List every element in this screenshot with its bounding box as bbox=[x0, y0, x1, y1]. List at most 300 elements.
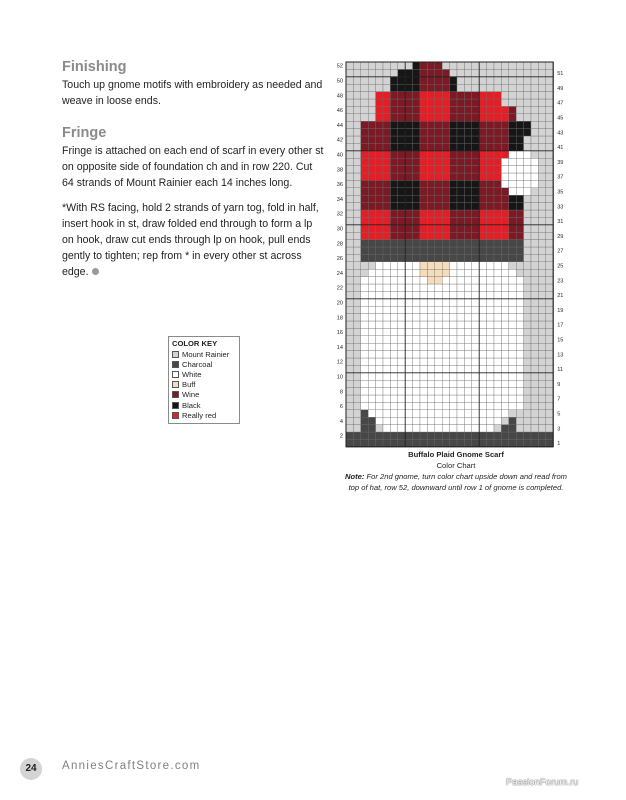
chart-cell bbox=[427, 151, 434, 158]
chart-cell bbox=[494, 84, 501, 91]
chart-cell bbox=[427, 129, 434, 136]
chart-cell bbox=[427, 343, 434, 350]
chart-cell bbox=[509, 129, 516, 136]
chart-cell bbox=[479, 343, 486, 350]
chart-cell bbox=[390, 425, 397, 432]
chart-cell bbox=[383, 410, 390, 417]
chart-cell bbox=[346, 343, 353, 350]
chart-cell bbox=[531, 62, 538, 69]
chart-cell bbox=[464, 277, 471, 284]
chart-cell bbox=[501, 166, 508, 173]
chart-cell bbox=[353, 77, 360, 84]
chart-cell bbox=[346, 417, 353, 424]
row-label-right: 41 bbox=[557, 145, 564, 152]
chart-cell bbox=[398, 373, 405, 380]
chart-cell bbox=[516, 136, 523, 143]
chart-cell bbox=[413, 277, 420, 284]
chart-cell bbox=[361, 84, 368, 91]
chart-cell bbox=[420, 417, 427, 424]
chart-cell bbox=[442, 388, 449, 395]
chart-cell bbox=[413, 306, 420, 313]
chart-cell bbox=[538, 180, 545, 187]
chart-cell bbox=[457, 277, 464, 284]
chart-cell bbox=[413, 343, 420, 350]
chart-cell bbox=[531, 69, 538, 76]
chart-cell bbox=[398, 69, 405, 76]
color-swatch bbox=[172, 351, 179, 358]
chart-cell bbox=[398, 425, 405, 432]
chart-cell bbox=[472, 225, 479, 232]
chart-cell bbox=[516, 210, 523, 217]
chart-cell bbox=[427, 299, 434, 306]
chart-cell bbox=[435, 151, 442, 158]
chart-cell bbox=[398, 365, 405, 372]
chart-cell bbox=[487, 173, 494, 180]
chart-cell bbox=[450, 92, 457, 99]
chart-cell bbox=[524, 388, 531, 395]
chart-cell bbox=[546, 143, 553, 150]
chart-cell bbox=[472, 314, 479, 321]
chart-cell bbox=[472, 77, 479, 84]
chart-cell bbox=[450, 129, 457, 136]
chart-cell bbox=[524, 291, 531, 298]
chart-cell bbox=[368, 106, 375, 113]
chart-cell bbox=[472, 62, 479, 69]
row-label-right: 31 bbox=[557, 219, 564, 226]
chart-cell bbox=[427, 277, 434, 284]
chart-cell bbox=[390, 136, 397, 143]
row-label-right: 51 bbox=[557, 71, 564, 78]
chart-cell bbox=[413, 69, 420, 76]
chart-cell bbox=[361, 432, 368, 439]
chart-cell bbox=[546, 321, 553, 328]
chart-cell bbox=[487, 395, 494, 402]
chart-cell bbox=[501, 343, 508, 350]
chart-cell bbox=[457, 388, 464, 395]
chart-cell bbox=[420, 262, 427, 269]
row-label-left: 26 bbox=[336, 256, 343, 263]
chart-cell bbox=[376, 247, 383, 254]
chart-cell bbox=[442, 425, 449, 432]
chart-cell bbox=[405, 99, 412, 106]
row-label-left: 8 bbox=[339, 389, 343, 396]
chart-cell bbox=[457, 328, 464, 335]
chart-cell bbox=[383, 92, 390, 99]
chart-cell bbox=[368, 262, 375, 269]
chart-cell bbox=[361, 284, 368, 291]
chart-cell bbox=[420, 395, 427, 402]
chart-cell bbox=[524, 284, 531, 291]
chart-cell bbox=[524, 247, 531, 254]
chart-cell bbox=[405, 77, 412, 84]
chart-cell bbox=[531, 173, 538, 180]
chart-cell bbox=[376, 321, 383, 328]
chart-cell bbox=[464, 217, 471, 224]
chart-cell bbox=[479, 321, 486, 328]
chart-cell bbox=[413, 291, 420, 298]
chart-cell bbox=[457, 173, 464, 180]
chart-cell bbox=[346, 166, 353, 173]
fringe-heading: Fringe bbox=[62, 125, 107, 141]
chart-cell bbox=[516, 425, 523, 432]
chart-cell bbox=[390, 195, 397, 202]
chart-cell bbox=[501, 277, 508, 284]
chart-cell bbox=[346, 195, 353, 202]
chart-cell bbox=[376, 77, 383, 84]
chart-cell bbox=[538, 225, 545, 232]
chart-cell bbox=[524, 277, 531, 284]
chart-cell bbox=[353, 62, 360, 69]
row-label-right: 5 bbox=[557, 411, 561, 418]
row-label-left: 48 bbox=[336, 93, 343, 100]
chart-cell bbox=[353, 306, 360, 313]
chart-cell bbox=[546, 380, 553, 387]
chart-cell bbox=[368, 217, 375, 224]
chart-cell bbox=[383, 373, 390, 380]
row-label-left: 28 bbox=[336, 241, 343, 248]
chart-cell bbox=[435, 410, 442, 417]
chart-cell bbox=[487, 69, 494, 76]
chart-cell bbox=[509, 247, 516, 254]
chart-cell bbox=[494, 129, 501, 136]
chart-cell bbox=[442, 328, 449, 335]
chart-cell bbox=[524, 269, 531, 276]
chart-cell bbox=[487, 380, 494, 387]
chart-cell bbox=[524, 240, 531, 247]
chart-cell bbox=[435, 106, 442, 113]
chart-cell bbox=[450, 247, 457, 254]
chart-cell bbox=[435, 69, 442, 76]
chart-cell bbox=[368, 291, 375, 298]
chart-cell bbox=[538, 62, 545, 69]
chart-cell bbox=[376, 92, 383, 99]
chart-cell bbox=[361, 277, 368, 284]
chart-cell bbox=[509, 425, 516, 432]
chart-cell bbox=[435, 240, 442, 247]
chart-cell bbox=[487, 225, 494, 232]
chart-cell bbox=[487, 314, 494, 321]
chart-cell bbox=[487, 77, 494, 84]
site-url[interactable]: AnniesCraftStore.com bbox=[62, 760, 201, 772]
chart-cell bbox=[413, 203, 420, 210]
chart-cell bbox=[457, 417, 464, 424]
chart-cell bbox=[524, 336, 531, 343]
chart-cell bbox=[494, 210, 501, 217]
chart-cell bbox=[546, 277, 553, 284]
chart-cell bbox=[538, 114, 545, 121]
chart-cell bbox=[457, 247, 464, 254]
chart-cell bbox=[368, 314, 375, 321]
chart-cell bbox=[487, 262, 494, 269]
chart-cell bbox=[538, 351, 545, 358]
chart-cell bbox=[479, 129, 486, 136]
chart-cell bbox=[524, 151, 531, 158]
chart-cell bbox=[427, 417, 434, 424]
chart-cell bbox=[531, 121, 538, 128]
chart-cell bbox=[346, 269, 353, 276]
chart-cell bbox=[501, 395, 508, 402]
chart-cell bbox=[450, 158, 457, 165]
chart-cell bbox=[531, 314, 538, 321]
chart-cell bbox=[457, 225, 464, 232]
chart-cell bbox=[450, 210, 457, 217]
chart-cell bbox=[435, 99, 442, 106]
chart-cell bbox=[435, 269, 442, 276]
chart-cell bbox=[361, 106, 368, 113]
color-key-item bbox=[172, 400, 236, 410]
chart-cell bbox=[538, 92, 545, 99]
chart-cell bbox=[546, 84, 553, 91]
chart-cell bbox=[472, 166, 479, 173]
chart-cell bbox=[524, 425, 531, 432]
chart-cell bbox=[442, 225, 449, 232]
chart-cell bbox=[538, 247, 545, 254]
chart-cell bbox=[376, 195, 383, 202]
chart-cell bbox=[376, 84, 383, 91]
chart-cell bbox=[442, 365, 449, 372]
chart-cell bbox=[405, 136, 412, 143]
chart-cell bbox=[450, 62, 457, 69]
chart-cell bbox=[516, 291, 523, 298]
chart-cell bbox=[479, 225, 486, 232]
chart-cell bbox=[427, 314, 434, 321]
chart-cell bbox=[472, 395, 479, 402]
chart-cell bbox=[450, 180, 457, 187]
chart-cell bbox=[472, 143, 479, 150]
chart-cell bbox=[383, 277, 390, 284]
chart-cell bbox=[524, 136, 531, 143]
chart-cell bbox=[464, 358, 471, 365]
chart-cell bbox=[472, 217, 479, 224]
chart-cell bbox=[464, 99, 471, 106]
chart-cell bbox=[390, 129, 397, 136]
chart-cell bbox=[450, 203, 457, 210]
chart-cell bbox=[501, 439, 508, 446]
chart-cell bbox=[420, 232, 427, 239]
chart-cell bbox=[413, 129, 420, 136]
chart-cell bbox=[538, 166, 545, 173]
chart-cell bbox=[450, 328, 457, 335]
chart-cell bbox=[376, 291, 383, 298]
chart-cell bbox=[435, 173, 442, 180]
chart-cell bbox=[546, 210, 553, 217]
chart-cell bbox=[420, 188, 427, 195]
chart-cell bbox=[398, 343, 405, 350]
chart-cell bbox=[353, 269, 360, 276]
chart-cell bbox=[376, 373, 383, 380]
chart-cell bbox=[346, 129, 353, 136]
chart-cell bbox=[479, 158, 486, 165]
chart-cell bbox=[346, 180, 353, 187]
chart-cell bbox=[413, 166, 420, 173]
chart-cell bbox=[524, 84, 531, 91]
chart-cell bbox=[398, 432, 405, 439]
chart-cell bbox=[494, 225, 501, 232]
chart-cell bbox=[420, 99, 427, 106]
chart-cell bbox=[531, 254, 538, 261]
chart-cell bbox=[427, 62, 434, 69]
chart-cell bbox=[420, 173, 427, 180]
chart-cell bbox=[546, 77, 553, 84]
chart-cell bbox=[464, 210, 471, 217]
chart-cell bbox=[442, 62, 449, 69]
chart-cell bbox=[450, 99, 457, 106]
chart-cell bbox=[479, 410, 486, 417]
chart-cell bbox=[494, 203, 501, 210]
row-label-right: 49 bbox=[557, 85, 564, 92]
chart-cell bbox=[531, 425, 538, 432]
chart-cell bbox=[546, 373, 553, 380]
chart-cell bbox=[383, 358, 390, 365]
chart-cell bbox=[368, 410, 375, 417]
chart-cell bbox=[383, 380, 390, 387]
chart-cell bbox=[435, 365, 442, 372]
chart-cell bbox=[450, 439, 457, 446]
chart-cell bbox=[442, 351, 449, 358]
chart-cell bbox=[464, 69, 471, 76]
chart-cell bbox=[546, 410, 553, 417]
chart-cell bbox=[383, 254, 390, 261]
chart-cell bbox=[413, 247, 420, 254]
chart-cell bbox=[361, 358, 368, 365]
chart-cell bbox=[531, 77, 538, 84]
chart-cell bbox=[531, 129, 538, 136]
chart-cell bbox=[472, 373, 479, 380]
chart-cell bbox=[531, 92, 538, 99]
chart-cell bbox=[368, 365, 375, 372]
chart-cell bbox=[346, 336, 353, 343]
chart-cell bbox=[509, 188, 516, 195]
chart-cell bbox=[368, 439, 375, 446]
chart-cell bbox=[479, 373, 486, 380]
chart-cell bbox=[420, 121, 427, 128]
chart-cell bbox=[413, 99, 420, 106]
chart-cell bbox=[413, 188, 420, 195]
chart-cell bbox=[450, 188, 457, 195]
chart-cell bbox=[413, 432, 420, 439]
chart-cell bbox=[361, 136, 368, 143]
chart-cell bbox=[405, 166, 412, 173]
chart-cell bbox=[368, 321, 375, 328]
chart-cell bbox=[472, 254, 479, 261]
chart-cell bbox=[413, 62, 420, 69]
chart-cell bbox=[450, 195, 457, 202]
chart-cell bbox=[442, 291, 449, 298]
chart-cell bbox=[427, 269, 434, 276]
chart-cell bbox=[501, 129, 508, 136]
chart-cell bbox=[361, 417, 368, 424]
chart-cell bbox=[383, 262, 390, 269]
chart-cell bbox=[479, 180, 486, 187]
chart-cell bbox=[531, 195, 538, 202]
chart-cell bbox=[376, 410, 383, 417]
chart-cell bbox=[383, 417, 390, 424]
chart-cell bbox=[413, 232, 420, 239]
chart-cell bbox=[546, 232, 553, 239]
chart-cell bbox=[413, 351, 420, 358]
chart-cell bbox=[435, 351, 442, 358]
chart-cell bbox=[435, 343, 442, 350]
chart-cell bbox=[509, 328, 516, 335]
chart-cell bbox=[376, 262, 383, 269]
chart-cell bbox=[479, 314, 486, 321]
row-label-left: 6 bbox=[339, 404, 343, 411]
chart-cell bbox=[361, 269, 368, 276]
chart-cell bbox=[479, 432, 486, 439]
chart-cell bbox=[509, 284, 516, 291]
chart-cell bbox=[501, 121, 508, 128]
chart-cell bbox=[413, 439, 420, 446]
chart-cell bbox=[479, 136, 486, 143]
chart-cell bbox=[538, 336, 545, 343]
chart-cell bbox=[501, 203, 508, 210]
chart-cell bbox=[405, 143, 412, 150]
chart-cell bbox=[376, 380, 383, 387]
chart-cell bbox=[383, 195, 390, 202]
chart-cell bbox=[479, 365, 486, 372]
chart-cell bbox=[427, 328, 434, 335]
chart-cell bbox=[442, 77, 449, 84]
chart-cell bbox=[472, 365, 479, 372]
chart-cell bbox=[427, 439, 434, 446]
chart-cell bbox=[427, 121, 434, 128]
chart-cell bbox=[353, 247, 360, 254]
chart-cell bbox=[516, 173, 523, 180]
chart-cell bbox=[405, 210, 412, 217]
chart-cell bbox=[494, 62, 501, 69]
chart-cell bbox=[353, 173, 360, 180]
chart-cell bbox=[457, 106, 464, 113]
chart-cell bbox=[464, 291, 471, 298]
chart-cell bbox=[420, 195, 427, 202]
chart-cell bbox=[546, 217, 553, 224]
chart-cell bbox=[487, 336, 494, 343]
chart-cell bbox=[524, 121, 531, 128]
chart-cell bbox=[472, 240, 479, 247]
chart-cell bbox=[464, 121, 471, 128]
chart-cell bbox=[413, 425, 420, 432]
chart-cell bbox=[368, 306, 375, 313]
chart-cell bbox=[516, 314, 523, 321]
chart-cell bbox=[368, 432, 375, 439]
chart-cell bbox=[479, 69, 486, 76]
chart-cell bbox=[383, 188, 390, 195]
chart-cell bbox=[509, 254, 516, 261]
chart-cell bbox=[450, 358, 457, 365]
chart-cell bbox=[546, 188, 553, 195]
chart-cell bbox=[464, 166, 471, 173]
chart-cell bbox=[531, 380, 538, 387]
chart-cell bbox=[479, 151, 486, 158]
chart-cell bbox=[405, 425, 412, 432]
chart-cell bbox=[376, 232, 383, 239]
chart-cell bbox=[368, 92, 375, 99]
chart-cell bbox=[346, 402, 353, 409]
chart-cell bbox=[442, 321, 449, 328]
chart-cell bbox=[546, 180, 553, 187]
row-label-right: 3 bbox=[557, 426, 561, 433]
chart-cell bbox=[353, 410, 360, 417]
chart-cell bbox=[420, 151, 427, 158]
chart-cell bbox=[487, 151, 494, 158]
chart-cell bbox=[420, 114, 427, 121]
chart-cell bbox=[346, 425, 353, 432]
chart-cell bbox=[346, 92, 353, 99]
chart-cell bbox=[538, 136, 545, 143]
chart-cell bbox=[501, 77, 508, 84]
chart-cell bbox=[487, 114, 494, 121]
chart-cell bbox=[420, 388, 427, 395]
